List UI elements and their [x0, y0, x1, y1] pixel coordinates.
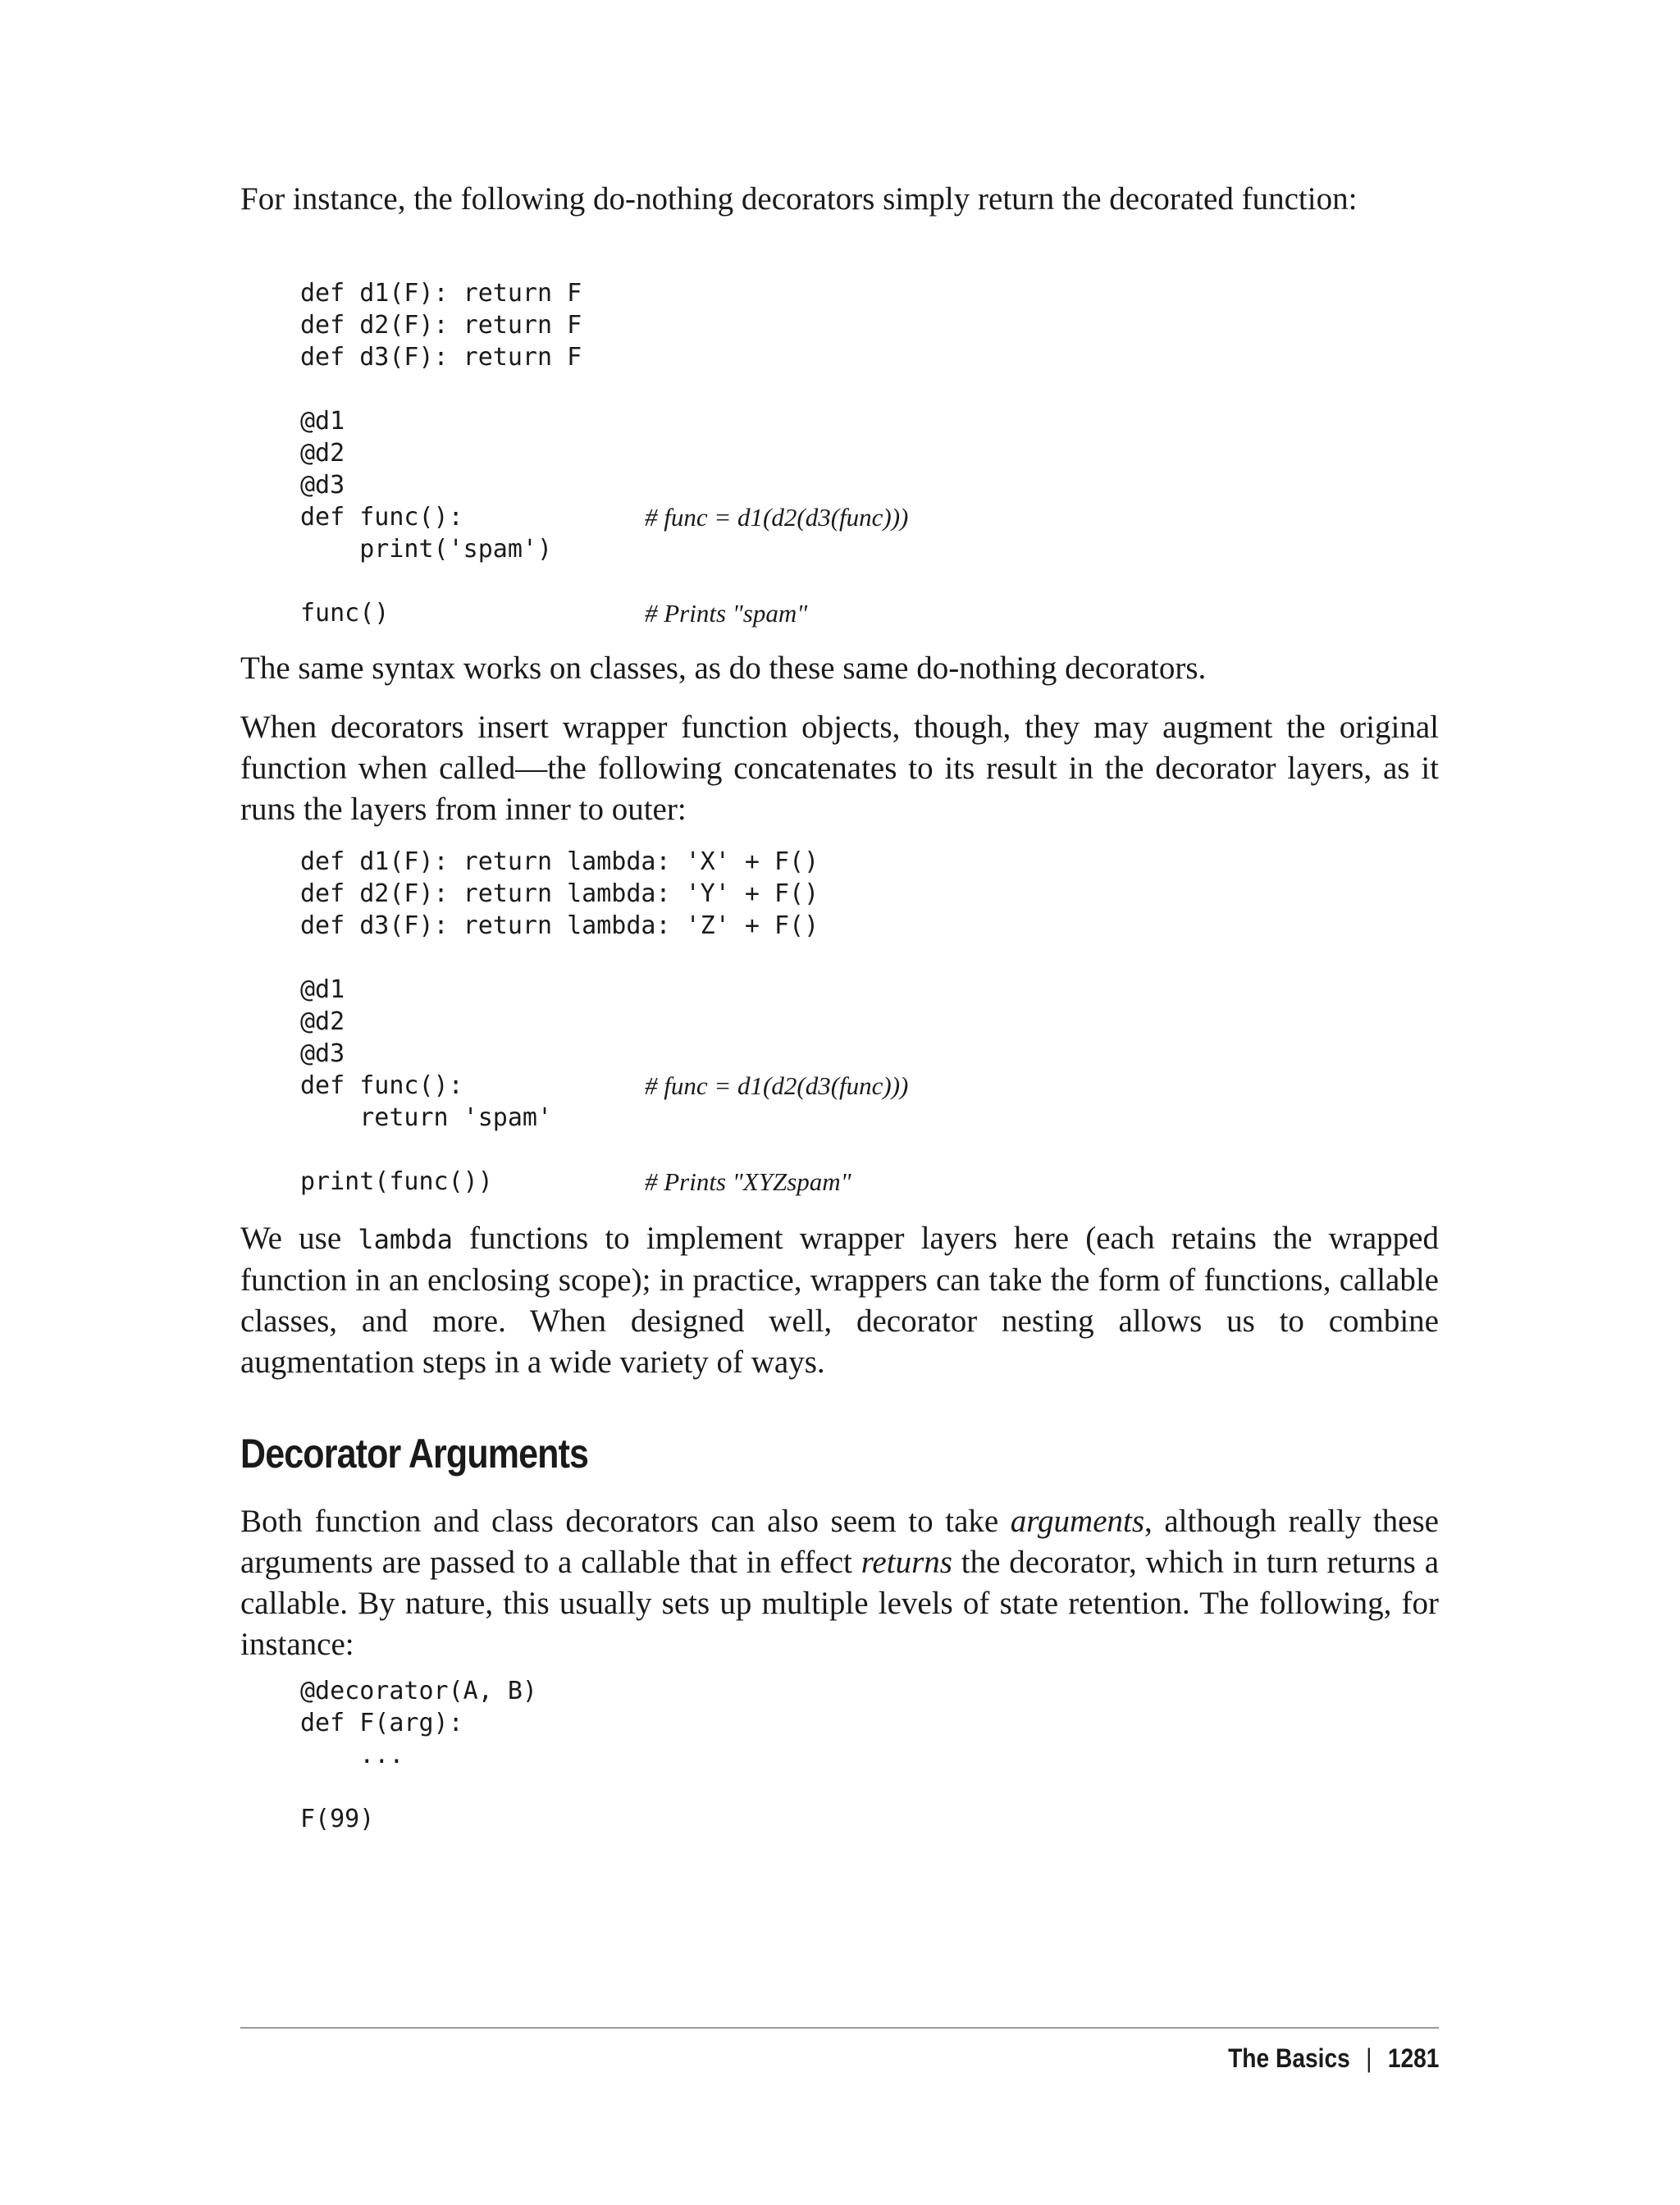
code-line: [300, 1675, 1432, 1707]
code-line: [300, 405, 1432, 437]
code-line: [300, 1803, 1432, 1835]
code-line: [300, 1707, 1432, 1739]
code-text: def d3(F): return lambda: 'Z' + F(): [300, 911, 819, 940]
code-line: [300, 469, 1432, 501]
code-text: def func():: [300, 1071, 463, 1100]
code-line: [300, 277, 1432, 309]
code-line: [300, 910, 1432, 942]
code-text: def d1(F): return lambda: 'X' + F(): [300, 847, 819, 876]
code-line: [300, 878, 1432, 910]
code-line: [300, 597, 1432, 629]
text-run: functions to implement wrapper layers here (each retains the wrapped function in an enclosing scope); in practice, wrappers can take the form of functions, callable classes, and more. When designed well, decorator nesting allows us to combine augmentation steps in a wide variety of ways.: [240, 1221, 1439, 1380]
page-number: 1281: [1387, 2043, 1439, 2073]
code-text: return 'spam': [300, 1103, 553, 1132]
code-text: ...: [300, 1741, 404, 1769]
code-text: print(func()): [300, 1167, 493, 1196]
code-line: [300, 1739, 1432, 1771]
code-line: [300, 533, 1432, 565]
code-line: [300, 309, 1432, 341]
paragraph-text: For instance, the following do-nothing decorators simply return the decorated function:: [240, 181, 1358, 217]
code-line: [300, 942, 1432, 974]
code-text: @d3: [300, 471, 345, 500]
emphasis: returns: [861, 1545, 952, 1580]
code-text: def d1(F): return F: [300, 279, 582, 308]
code-text: F(99): [300, 1805, 375, 1833]
paragraph-text: [240, 1218, 1439, 1383]
code-text: def F(arg):: [300, 1709, 463, 1737]
code-line: [300, 1134, 1432, 1166]
code-text: def d3(F): return F: [300, 343, 582, 372]
paragraph-text: [240, 1501, 1439, 1665]
code-text: def func():: [300, 503, 463, 532]
footer-rule: [240, 2027, 1439, 2029]
paragraph-intro: [240, 179, 1439, 220]
running-footer-section: The Basics: [1227, 2043, 1350, 2073]
code-line: [300, 1006, 1432, 1038]
text-run: the decorator, which in turn returns a callable. By nature, this usually sets up multiple levels of state retention. The following, for instance:: [240, 1545, 1440, 1662]
code-text: @d3: [300, 1039, 345, 1068]
code-block-2: [300, 846, 1432, 1198]
code-line: [300, 1070, 1432, 1102]
code-comment: # Prints "spam": [645, 599, 808, 628]
paragraph-text: The same syntax works on classes, as do these same do-nothing decorators.: [240, 651, 1207, 686]
code-text: @d2: [300, 1007, 345, 1036]
code-block-1: [300, 277, 1432, 629]
footer-separator: |: [1365, 2043, 1372, 2073]
code-line: [300, 1102, 1432, 1134]
code-text: @d2: [300, 439, 345, 468]
code-text: func(): [300, 599, 390, 628]
code-line: [300, 846, 1432, 878]
paragraph-text: When decorators insert wrapper function objects, though, they may augment the original function when called—the following concatenates to its result in the decorator layers, as it runs the layers from inner to outer:: [240, 710, 1439, 827]
code-line: [300, 974, 1432, 1006]
paragraph-classes: [240, 648, 1439, 689]
text-run: We use: [240, 1221, 358, 1256]
paragraph-lambda: [240, 1218, 1439, 1383]
code-text: @d1: [300, 975, 345, 1004]
code-line: [300, 565, 1432, 597]
text-run: , although really these arguments are passed to a callable that in effect: [240, 1504, 1439, 1580]
code-block-3: [300, 1675, 1432, 1835]
code-comment: # Prints "XYZspam": [645, 1167, 851, 1196]
code-line: [300, 1771, 1432, 1803]
code-comment: # func = d1(d2(d3(func))): [645, 503, 909, 532]
code-text: def d2(F): return lambda: 'Y' + F(): [300, 879, 819, 908]
code-line: [300, 501, 1432, 533]
text-run: Both function and class decorators can also seem to take: [240, 1504, 1011, 1539]
code-line: [300, 341, 1432, 373]
code-text: @decorator(A, B): [300, 1677, 537, 1705]
paragraph-arguments: [240, 1501, 1439, 1665]
section-heading: Decorator Arguments: [240, 1431, 589, 1477]
paragraph-wrappers: [240, 707, 1439, 830]
code-line: [300, 1166, 1432, 1198]
code-text: print('spam'): [300, 535, 553, 564]
code-line: [300, 373, 1432, 405]
code-line: [300, 1038, 1432, 1070]
code-line: [300, 437, 1432, 469]
inline-code: lambda: [358, 1224, 453, 1255]
emphasis: arguments: [1010, 1504, 1145, 1539]
code-text: def d2(F): return F: [300, 311, 582, 340]
page-footer: [1228, 2039, 1439, 2077]
code-text: @d1: [300, 407, 345, 436]
code-comment: # func = d1(d2(d3(func))): [645, 1071, 909, 1100]
